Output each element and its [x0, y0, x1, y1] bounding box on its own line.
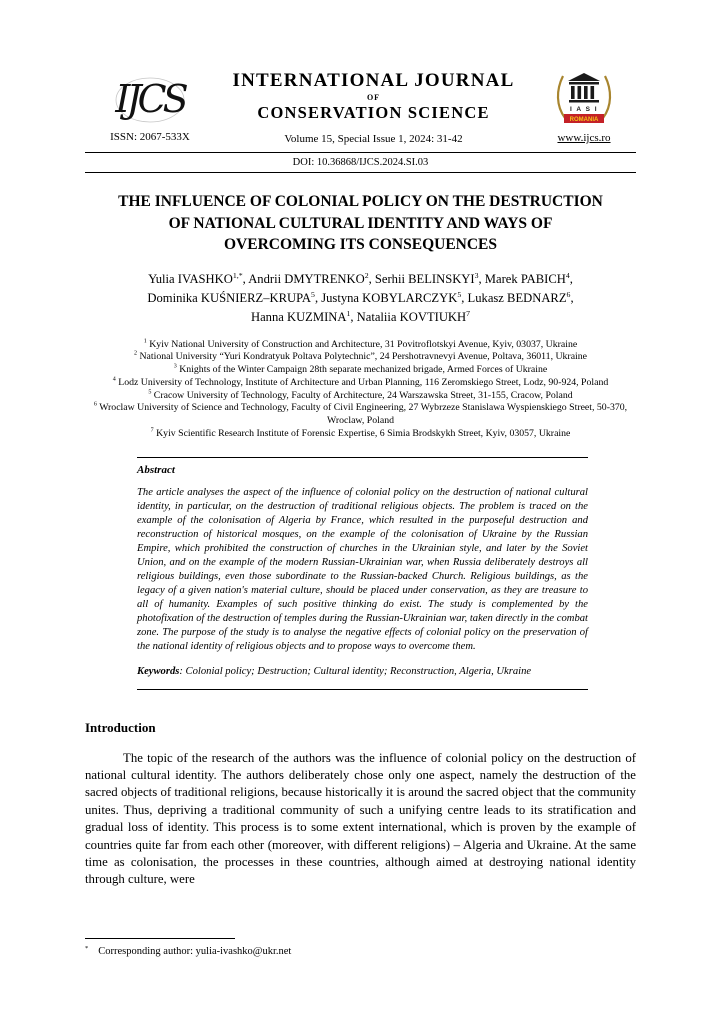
affiliation-entry: $^3$ Knights of the Winter Campaign 28th separate mechanized brigade, Armed Forces of Ukraine — [173, 363, 548, 376]
journal-title-line2: CONSERVATION SCIENCE — [257, 103, 490, 122]
author-line: Hanna KUZMINA$^1$, Nataliia KOVTIUKH$^7$ — [250, 308, 471, 324]
corresponding-author-note — [85, 946, 636, 957]
affiliation-entry: $^1$ Kyiv National University of Construction and Architecture, 31 Povitroflotskyi Avenue, Kyiv, 03037, Ukraine — [143, 338, 578, 350]
affiliation-entry: $^7$ Kyiv Scientific Research Institute of Forensic Expertise, 6 Simia Brodskykh Street, Kyiv, 03057, Ukraine — [150, 427, 571, 439]
keywords-line — [137, 666, 588, 677]
author-line: Dominika KUŚNIERZ–KRUPA$^5$, Justyna KOBYLARCZYK$^5$, Lukasz BEDNARZ$^6$, — [147, 289, 574, 305]
affiliation-entry: $^6$ Wroclaw University of Science and Technology, Faculty of Civil Engineering, 27 Wybrzeze Stanislawa Wyspienskiego Street, 50-370, Wroclaw, Poland — [93, 402, 628, 427]
iasi-letters: I A S I — [569, 106, 599, 113]
abstract-section — [137, 457, 588, 690]
affiliation-list — [85, 339, 636, 441]
footnote-text: Corresponding author: yulia-ivashko@ukr.net — [98, 946, 292, 957]
introduction-heading: Introduction — [85, 719, 156, 735]
footnote-marker: * — [85, 944, 89, 952]
affiliation-entry: $^2$ National University “Yuri Kondratyuk Poltava Polytechnic”, 24 Pershotravnevyi Avenue, Poltava, 36011, Ukraine — [133, 351, 588, 363]
masthead-right — [532, 70, 636, 146]
ijcs-logo-icon — [104, 70, 196, 126]
volume-info: Volume 15, Special Issue 1, 2024: 31-42 — [284, 133, 463, 145]
author-line: Yulia $IVASHKO^{1,*}$, Andrii DMYTRENKO$^2$, Serhii BELINSKYI$^3$, Marek PABICH$^4$, — [148, 270, 573, 287]
doi-label: DOI: 10.36868/IJCS.2024.SI.03 — [292, 157, 429, 168]
article-title-line: OF NATIONAL CULTURAL IDENTITY AND WAYS OF — [168, 214, 553, 232]
romania-banner-text: ROMANIA — [569, 117, 599, 123]
keywords-label: Keywords — [137, 665, 180, 677]
abstract-label: Abstract — [137, 463, 175, 476]
journal-title-line1: INTERNATIONAL JOURNAL — [232, 70, 515, 91]
header-divider-bottom — [85, 172, 636, 173]
article-title-line: OVERCOMING ITS CONSEQUENCES — [223, 236, 498, 254]
issn-label: ISSN: 2067-533X — [110, 131, 190, 143]
abstract-text: The article analyses the aspect of the influence of colonial policy on the destruction of national cultural identity, in particular, on the destruction of traditional religious objects. The problem is traced on the example of the colonisation of Algeria by France, which resulted in the purposeful destruction and reconstruction of historical mosques, on the example of the colonisation of Ukraine by the Russian Empire, which prohibited the construction of churches in the Ukrainian style, and later by the Soviet Union, and on the example of the modern Russian-Ukrainian war, when Russia deliberately destroys all religious buildings, even those subordinate to the Russian-backed Church. Religious buildings, as the legacy of a given nation's material culture, should be placed under conservation, as they are treasure to all of humanity. Examples of such positive thinking do exist. The study is complemented by the photofixation of the destruction of temples during the Russian-Ukrainian war, taken directly in the combat zone. The purpose of the study is to analyse the negative effects of colonial policy on the preservation of the national identity of religious objects and to propose ways to overcome them. — [137, 486, 588, 653]
author-list — [85, 270, 636, 327]
article-title-line: THE INFLUENCE OF COLONIAL POLICY ON THE DESTRUCTION — [118, 193, 603, 210]
abstract-divider-bottom — [137, 689, 588, 690]
footnote-area — [85, 938, 636, 957]
journal-website-link[interactable]: www.ijcs.ro — [557, 132, 611, 144]
introduction-paragraph: The topic of the research of the authors was the influence of colonial policy on the destruction of national cultural identity. The authors deliberately chose only one aspect, namely the destruction of the sacred objects of traditional religions, because historically it is around the sacred object that the community unites. Thus, depriving a traditional community of such a unifying centre leads to its stratification and gradual loss of identity. This process is to some extent international, which is proven by the example of countries quite far from each other (moreover, with different religions) – Algeria and Ukraine. At the same time as colonisation, the processes in these countries, although aimed at destroying national identity through culture, were — [85, 750, 636, 887]
affiliation-entry: $^4$ Lodz University of Technology, Institute of Architecture and Urban Planning, 116 Zeromskiego Street, Lodz, 90-924, Poland — [112, 376, 609, 388]
masthead-left — [85, 70, 215, 143]
romania-institute-logo-icon — [553, 70, 615, 128]
abstract-divider-top — [137, 457, 588, 458]
affiliation-entry: $^5$ Cracow University of Technology, Faculty of Architecture, 24 Warszawska Street, 31-155, Cracow, Poland — [148, 389, 573, 401]
journal-title-of: OF — [366, 93, 381, 102]
ijcs-monogram-text: IJCS — [115, 77, 185, 121]
footnote-divider — [85, 938, 235, 939]
keywords-text: : Colonial policy; Destruction; Cultural identity; Reconstruction, Algeria, Ukraine — [179, 665, 532, 677]
masthead-center — [215, 70, 532, 145]
article-title — [85, 191, 636, 256]
journal-masthead — [85, 70, 636, 146]
